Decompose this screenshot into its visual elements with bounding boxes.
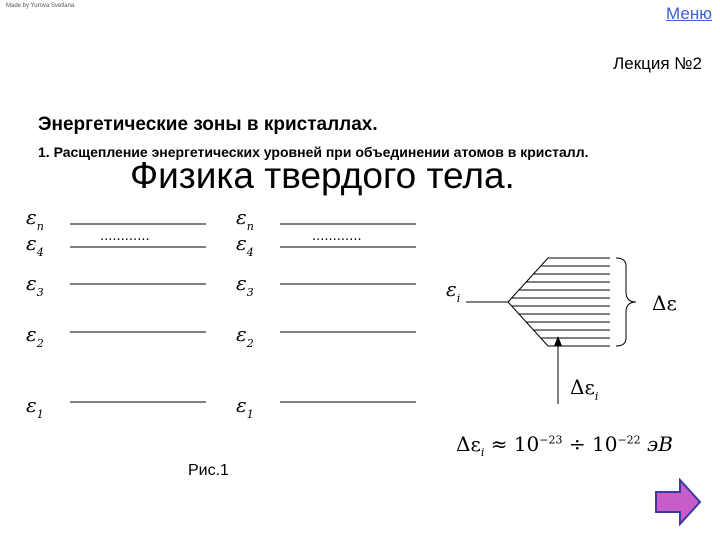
slide-title: Физика твердого тела. xyxy=(130,155,515,196)
right-label-2: $\varepsilon_2$ xyxy=(236,322,254,350)
band-fan-top xyxy=(508,258,548,302)
band-brace xyxy=(616,258,636,346)
menu-link[interactable]: Меню xyxy=(666,4,712,23)
right-label-3: $\varepsilon_3$ xyxy=(236,271,254,299)
subsection-text: 1. Расщепление энергетических уровней при объединении атомов в кристалл. xyxy=(38,144,589,160)
right-atom-levels xyxy=(280,224,416,402)
left-label-4: $\varepsilon_4$ xyxy=(26,231,44,259)
right-dots: ............ xyxy=(312,229,362,244)
left-dots: ............ xyxy=(100,229,150,244)
left-label-3: $\varepsilon_3$ xyxy=(26,271,44,299)
sublevel-spacing-formula: $\Delta\varepsilon_i \approx 10^{-23} \div 10^{-22}$ эВ xyxy=(456,432,673,459)
band-width-label: Δε xyxy=(652,291,677,315)
right-label-n: $\varepsilon_n$ xyxy=(236,205,254,233)
left-atom-levels xyxy=(70,224,206,402)
right-label-1: $\varepsilon_1$ xyxy=(236,393,254,421)
right-label-4: $\varepsilon_4$ xyxy=(236,231,254,259)
section-heading: Энергетические зоны в кристаллах. xyxy=(38,114,378,135)
figure-caption: Рис.1 xyxy=(188,462,229,479)
sublevel-spacing-label: $\Delta\varepsilon_i$ xyxy=(570,375,599,403)
next-slide-arrow-icon[interactable] xyxy=(654,478,702,526)
lecture-number: Лекция №2 xyxy=(613,54,702,73)
left-label-2: $\varepsilon_2$ xyxy=(26,322,44,350)
left-label-n: $\varepsilon_n$ xyxy=(26,205,44,233)
band-fan-bottom xyxy=(508,302,548,346)
split-level-label: $\varepsilon_i$ xyxy=(446,277,461,305)
split-band xyxy=(466,258,636,404)
author-credit: Made by Yurova Svetlana xyxy=(6,3,75,9)
left-label-1: $\varepsilon_1$ xyxy=(26,393,44,421)
